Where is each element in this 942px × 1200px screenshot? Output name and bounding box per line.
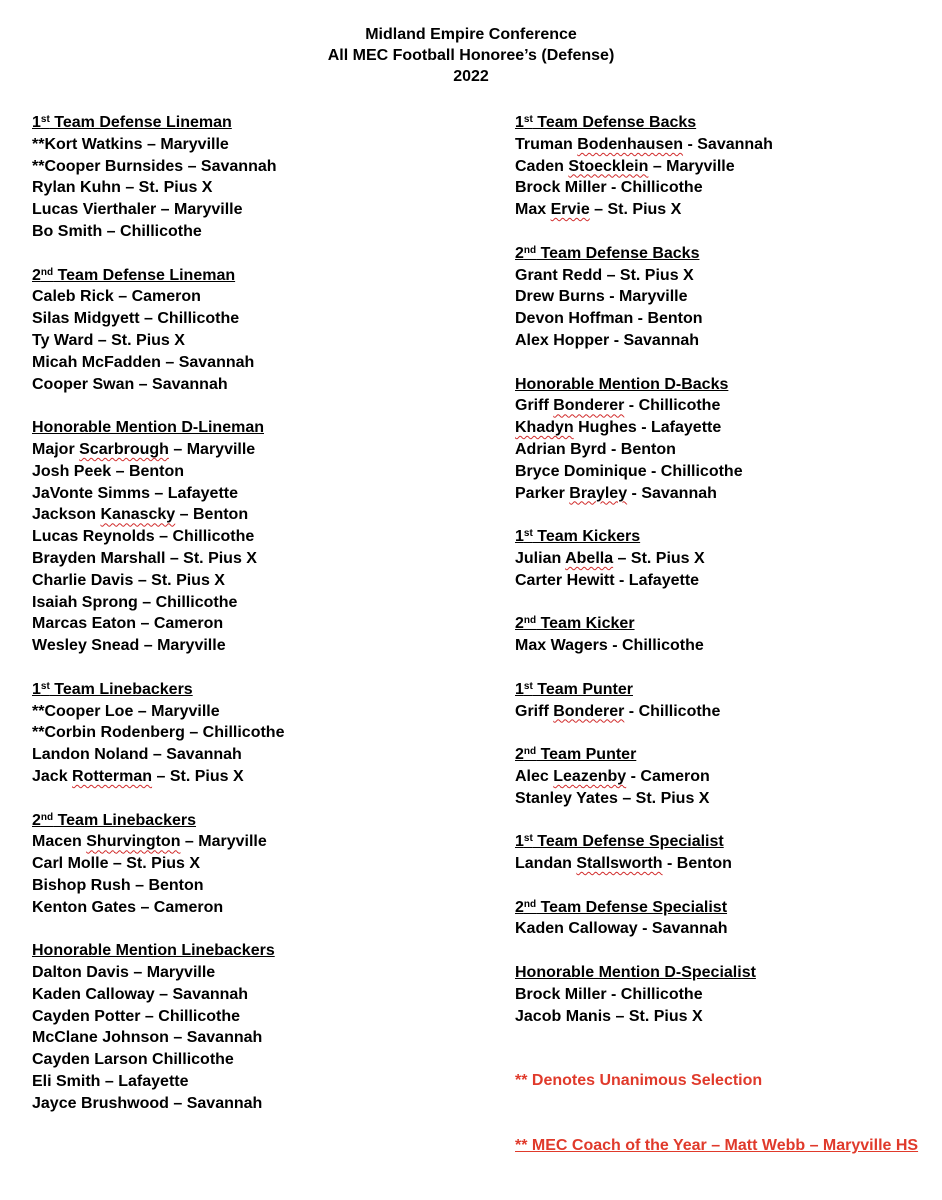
- honoree-text: – Benton: [175, 506, 249, 524]
- honoree-entry: [515, 395, 935, 417]
- honoree-text: Alex Hopper - Savannah: [515, 331, 700, 349]
- honoree-text: Jayce Brushwood – Savannah: [32, 1094, 263, 1112]
- section-heading: [32, 810, 472, 832]
- left-column: [32, 112, 472, 1136]
- heading-label: Team Punter: [532, 680, 633, 698]
- honoree-entry: [32, 613, 472, 635]
- heading-label: Team Linebackers: [49, 680, 193, 698]
- honor-section-1st-team-punter: [515, 679, 935, 723]
- honoree-text: Julian: [515, 549, 566, 567]
- honor-section-2nd-team-kicker: [515, 613, 935, 657]
- section-heading: [515, 679, 935, 701]
- heading-ordinal-suffix: nd: [40, 266, 54, 278]
- honoree-text: Micah McFadden – Savannah: [32, 353, 255, 371]
- honoree-text: Major: [32, 440, 80, 458]
- honoree-text: **Corbin Rodenberg – Chillicothe: [32, 724, 285, 742]
- document-header: [0, 24, 942, 87]
- spellcheck-flagged-name: Bonderer: [553, 397, 625, 415]
- heading-label: Team Defense Backs: [532, 114, 697, 131]
- heading-ordinal-suffix: nd: [40, 811, 54, 823]
- honoree-text: - Chillicothe: [624, 702, 721, 720]
- heading-label: Team Linebackers: [53, 811, 197, 829]
- honoree-entry: [32, 483, 472, 505]
- heading-ordinal-suffix: nd: [523, 244, 537, 256]
- heading-label: Team Kickers: [532, 528, 641, 546]
- honoree-entry: [32, 897, 472, 919]
- heading-ordinal-suffix: nd: [523, 898, 537, 910]
- honoree-entry: [515, 134, 935, 156]
- honoree-entry: [32, 635, 472, 657]
- honoree-text: Cayden Larson Chillicothe: [32, 1051, 234, 1069]
- honoree-entry: [515, 265, 935, 287]
- honoree-text: Carter Hewitt - Lafayette: [515, 571, 700, 589]
- heading-label: Honorable Mention D-Lineman: [32, 419, 264, 437]
- honoree-entry: [32, 461, 472, 483]
- honoree-text: - Savannah: [627, 484, 717, 502]
- honoree-entry: [32, 177, 472, 199]
- honoree-text: **Kort Watkins – Maryville: [32, 135, 229, 153]
- honoree-text: Kaden Calloway – Savannah: [32, 985, 249, 1003]
- honoree-text: Grant Redd – St. Pius X: [515, 266, 694, 284]
- honoree-entry: [32, 962, 472, 984]
- heading-ordinal-suffix: st: [40, 680, 50, 692]
- spellcheck-flagged-name: Abella: [565, 549, 614, 567]
- honoree-text: Max: [515, 201, 551, 219]
- honoree-entry: [32, 1006, 472, 1028]
- honoree-text: Griff: [515, 702, 554, 720]
- honor-section-2nd-team-defense-backs: [515, 243, 935, 352]
- honoree-entry: [32, 548, 472, 570]
- honoree-text: Jacob Manis – St. Pius X: [515, 1007, 703, 1025]
- honoree-text: Caden: [515, 157, 569, 175]
- spellcheck-flagged-name: Shurvington: [86, 833, 181, 851]
- spellcheck-flagged-name: Rotterman: [72, 767, 153, 785]
- heading-rank: 1: [515, 833, 524, 851]
- section-heading: [515, 526, 935, 548]
- honoree-text: Dalton Davis – Maryville: [32, 964, 216, 982]
- honoree-text: Cooper Swan – Savannah: [32, 375, 228, 393]
- section-heading: [515, 897, 935, 919]
- unanimous-note: ** Denotes Unanimous Selection: [515, 1072, 763, 1089]
- honoree-entry: [515, 701, 935, 723]
- honoree-entry: [515, 635, 935, 657]
- honoree-text: Landon Noland – Savannah: [32, 746, 242, 764]
- document-title: All MEC Football Honoree’s (Defense): [327, 47, 615, 64]
- honoree-entry: [32, 308, 472, 330]
- honoree-entry: [32, 875, 472, 897]
- honor-section-2nd-team-linebackers: [32, 810, 472, 919]
- spellcheck-flagged-name: Stallsworth: [576, 855, 663, 873]
- section-heading: [32, 265, 472, 287]
- honor-section-honorable-mention-d-lineman: [32, 417, 472, 657]
- honoree-entry: [515, 984, 935, 1006]
- section-heading: [32, 417, 472, 439]
- honoree-text: **Cooper Burnsides – Savannah: [32, 157, 277, 175]
- honoree-entry: [32, 221, 472, 243]
- honoree-text: Eli Smith – Lafayette: [32, 1073, 189, 1091]
- honoree-text: Wesley Snead – Maryville: [32, 637, 226, 655]
- heading-label: Honorable Mention Linebackers: [32, 942, 275, 960]
- honoree-entry: [32, 570, 472, 592]
- honoree-text: – St. Pius X: [589, 201, 682, 219]
- honoree-entry: [32, 199, 472, 221]
- spellcheck-flagged-name: Bonderer: [553, 702, 625, 720]
- section-heading: [32, 940, 472, 962]
- honoree-text: Drew Burns - Maryville: [515, 288, 688, 306]
- heading-label: Team Punter: [536, 746, 637, 764]
- section-heading: [515, 831, 935, 853]
- honoree-text: Bryce Dominique - Chillicothe: [515, 462, 743, 480]
- honoree-text: Silas Midgyett – Chillicothe: [32, 310, 240, 328]
- spellcheck-flagged-name: Ervie: [550, 201, 590, 219]
- honor-section-2nd-team-punter: [515, 744, 935, 809]
- honoree-entry: [515, 918, 935, 940]
- spellcheck-flagged-name: Khadyn: [515, 419, 574, 437]
- honoree-entry: [32, 831, 472, 853]
- document-year: 2022: [453, 68, 489, 85]
- honoree-entry: [515, 177, 935, 199]
- honoree-entry: [515, 788, 935, 810]
- heading-rank: 2: [32, 266, 41, 284]
- section-heading: [515, 374, 935, 396]
- honoree-entry: [32, 504, 472, 526]
- heading-ordinal-suffix: nd: [523, 615, 537, 627]
- honoree-text: Brock Miller - Chillicothe: [515, 985, 703, 1003]
- heading-label: Team Defense Lineman: [49, 114, 232, 131]
- honoree-entry: [515, 199, 935, 221]
- honor-section-honorable-mention-linebackers: [32, 940, 472, 1114]
- honoree-text: Caleb Rick – Cameron: [32, 288, 201, 306]
- honoree-entry: [32, 1049, 472, 1071]
- honoree-entry: [515, 308, 935, 330]
- honoree-entry: [515, 548, 935, 570]
- honoree-text: Ty Ward – St. Pius X: [32, 331, 185, 349]
- heading-rank: 1: [515, 680, 524, 698]
- honoree-text: Stanley Yates – St. Pius X: [515, 789, 710, 807]
- honoree-text: - Benton: [662, 855, 732, 873]
- honoree-text: Charlie Davis – St. Pius X: [32, 571, 225, 589]
- honoree-text: – Maryville: [168, 440, 256, 458]
- honoree-text: JaVonte Simms – Lafayette: [32, 484, 239, 502]
- honoree-entry: [32, 352, 472, 374]
- honoree-entry: [515, 1006, 935, 1028]
- honoree-text: Brock Miller - Chillicothe: [515, 179, 703, 197]
- heading-label: Team Kicker: [536, 615, 635, 633]
- honoree-text: – St. Pius X: [152, 767, 244, 785]
- honoree-text: Kaden Calloway - Savannah: [515, 920, 728, 938]
- honoree-text: Brayden Marshall – St. Pius X: [32, 549, 257, 567]
- heading-label: Honorable Mention D-Specialist: [515, 964, 756, 982]
- honoree-text: – Maryville: [180, 833, 267, 851]
- honor-section-honorable-mention-d-backs: [515, 374, 935, 505]
- section-heading: [515, 744, 935, 766]
- spellcheck-flagged-name: Scarbrough: [79, 440, 169, 458]
- spellcheck-flagged-name: Brayley: [569, 484, 628, 502]
- honor-section-1st-team-defense-specialist: [515, 831, 935, 875]
- honoree-text: Bishop Rush – Benton: [32, 876, 204, 894]
- honoree-entry: [32, 134, 472, 156]
- honoree-text: Max Wagers - Chillicothe: [515, 637, 704, 655]
- honoree-entry: [32, 1027, 472, 1049]
- honoree-text: - Chillicothe: [624, 397, 721, 415]
- honoree-text: Carl Molle – St. Pius X: [32, 855, 201, 873]
- honoree-entry: [32, 592, 472, 614]
- honoree-text: Griff: [515, 397, 554, 415]
- section-heading: [515, 613, 935, 635]
- honoree-entry: [515, 330, 935, 352]
- section-heading: [515, 962, 935, 984]
- honoree-entry: [32, 766, 472, 788]
- honoree-text: Alec: [515, 767, 554, 785]
- honoree-text: Adrian Byrd - Benton: [515, 440, 676, 458]
- heading-rank: 2: [515, 898, 524, 916]
- honoree-entry: [32, 526, 472, 548]
- honoree-text: Bo Smith – Chillicothe: [32, 222, 202, 240]
- section-heading: [515, 112, 935, 134]
- honoree-entry: [32, 744, 472, 766]
- honoree-text: - Cameron: [626, 767, 710, 785]
- honoree-text: – St. Pius X: [613, 549, 705, 567]
- heading-rank: 1: [32, 114, 41, 131]
- honoree-text: **Cooper Loe – Maryville: [32, 702, 220, 720]
- honor-section-2nd-team-defense-specialist: [515, 897, 935, 941]
- heading-ordinal-suffix: st: [523, 833, 533, 845]
- honoree-entry: [515, 766, 935, 788]
- heading-ordinal-suffix: nd: [523, 746, 537, 758]
- honoree-entry: [32, 722, 472, 744]
- honor-section-1st-team-defense-backs: [515, 112, 935, 221]
- honoree-entry: [515, 461, 935, 483]
- honoree-text: Parker: [515, 484, 570, 502]
- honoree-text: Rylan Kuhn – St. Pius X: [32, 179, 213, 197]
- honoree-entry: [32, 439, 472, 461]
- honoree-entry: [32, 701, 472, 723]
- honoree-text: – Maryville: [648, 157, 735, 175]
- spellcheck-flagged-name: Kanascky: [100, 506, 176, 524]
- honoree-text: Jackson: [32, 506, 101, 524]
- honoree-entry: [515, 156, 935, 178]
- coach-of-year-note: ** MEC Coach of the Year – Matt Webb – Maryville HS: [515, 1137, 919, 1154]
- honoree-text: Lucas Vierthaler – Maryville: [32, 201, 243, 219]
- section-heading: [32, 112, 472, 134]
- heading-ordinal-suffix: st: [40, 114, 50, 125]
- heading-rank: 2: [515, 244, 524, 262]
- honoree-entry: [515, 483, 935, 505]
- honoree-text: Hughes - Lafayette: [573, 419, 722, 437]
- heading-ordinal-suffix: st: [523, 528, 533, 540]
- honoree-entry: [515, 286, 935, 308]
- honoree-entry: [515, 570, 935, 592]
- heading-label: Honorable Mention D-Backs: [515, 375, 729, 393]
- spellcheck-flagged-name: Stoecklein: [568, 157, 649, 175]
- honoree-text: Jack: [32, 767, 73, 785]
- heading-ordinal-suffix: st: [523, 680, 533, 692]
- honoree-entry: [515, 853, 935, 875]
- section-heading: [515, 243, 935, 265]
- right-column: [515, 112, 935, 1049]
- heading-label: Team Defense Backs: [536, 244, 700, 262]
- honoree-text: McClane Johnson – Savannah: [32, 1029, 263, 1047]
- honor-section-1st-team-kickers: [515, 526, 935, 591]
- honoree-entry: [32, 1071, 472, 1093]
- honoree-entry: [32, 286, 472, 308]
- heading-label: Team Defense Lineman: [53, 266, 236, 284]
- honoree-entry: [32, 374, 472, 396]
- heading-rank: 1: [32, 680, 41, 698]
- honoree-text: Macen: [32, 833, 87, 851]
- spellcheck-flagged-name: Bodenhausen: [577, 135, 684, 153]
- conference-title: Midland Empire Conference: [365, 26, 577, 43]
- honoree-entry: [32, 984, 472, 1006]
- honoree-text: Marcas Eaton – Cameron: [32, 615, 224, 633]
- honoree-entry: [32, 853, 472, 875]
- heading-label: Team Defense Specialist: [532, 833, 724, 851]
- honor-section-honorable-mention-d-specialist: [515, 962, 935, 1027]
- honoree-text: Kenton Gates – Cameron: [32, 898, 224, 916]
- honor-section-2nd-team-defense-lineman: [32, 265, 472, 396]
- honoree-text: Devon Hoffman - Benton: [515, 310, 703, 328]
- honor-section-1st-team-defense-lineman: [32, 112, 472, 243]
- honoree-entry: [515, 439, 935, 461]
- honoree-entry: [515, 417, 935, 439]
- honoree-text: Landan: [515, 855, 577, 873]
- honoree-text: Josh Peek – Benton: [32, 462, 185, 480]
- heading-label: Team Defense Specialist: [536, 898, 728, 916]
- heading-rank: 1: [515, 114, 524, 131]
- heading-ordinal-suffix: st: [523, 114, 533, 125]
- honoree-text: Cayden Potter – Chillicothe: [32, 1007, 241, 1025]
- heading-rank: 2: [515, 615, 524, 633]
- honoree-entry: [32, 156, 472, 178]
- honoree-entry: [32, 330, 472, 352]
- heading-rank: 1: [515, 528, 524, 546]
- honoree-text: - Savannah: [683, 135, 773, 153]
- honoree-text: Isaiah Sprong – Chillicothe: [32, 593, 238, 611]
- heading-rank: 2: [515, 746, 524, 764]
- honoree-text: Lucas Reynolds – Chillicothe: [32, 528, 255, 546]
- spellcheck-flagged-name: Leazenby: [553, 767, 627, 785]
- honor-section-1st-team-linebackers: [32, 679, 472, 788]
- section-heading: [32, 679, 472, 701]
- honoree-text: Truman: [515, 135, 578, 153]
- heading-rank: 2: [32, 811, 41, 829]
- honoree-entry: [32, 1093, 472, 1115]
